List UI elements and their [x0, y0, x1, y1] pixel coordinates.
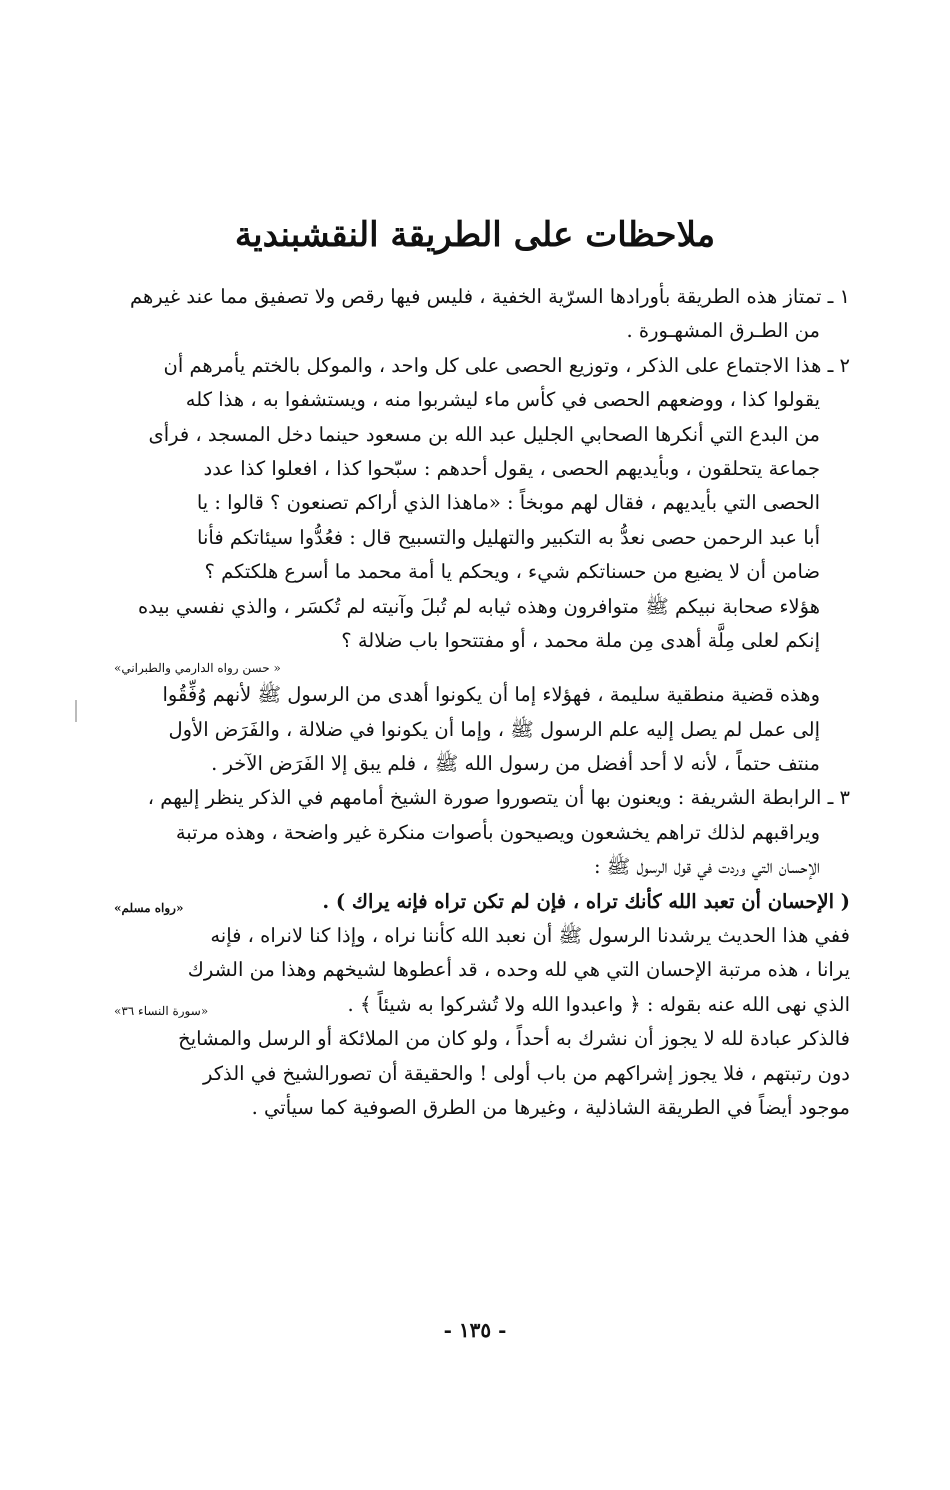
text-line: إنكم لعلى مِلَّة أهدى مِن ملة محمد ، أو مفتتحوا باب ضلالة ؟ [341, 628, 820, 652]
text-line: من الطـرق المشهـورة . [626, 319, 820, 343]
conclusion-text [120, 1022, 850, 1125]
text-line: ١ ـ تمتاز هذه الطريقة بأورادها السرّية الخفية ، فليس فيها رقص ولا تصفيق مما عند غيرهم [130, 285, 850, 308]
page-number: - ١٣٥ - [443, 1318, 507, 1342]
text-line: من البدع التي أنكرها الصحابي الجليل عبد الله بن مسعود حينما دخل المسجد ، فرأى [148, 422, 820, 446]
text-line: أبا عبد الرحمن حصى نعدُّ به التكبير والتهليل والتسبيح قال : فعُدُّوا سيئاتكم فأنا [197, 525, 820, 549]
text-line: هؤلاء صحابة نبيكم ﷺ متوافرون وهذه ثيابه لم تُبلَ وآنيته لم تُكسَر ، والذي نفسي بيده [137, 594, 820, 618]
page-title: ملاحظات على الطريقة النقشبندية [234, 215, 716, 255]
text-line: ففي هذا الحديث يرشدنا الرسول ﷺ أن نعبد الله كأننا نراه ، وإذا كنا لانراه ، فإنه [210, 924, 850, 948]
margin-mark [75, 700, 77, 722]
text-line: جماعة يتحلقون ، وبأيديهم الحصى ، يقول أحدهم : سبّحوا كذا ، افعلوا كذا عدد [203, 456, 820, 480]
text-line: ضامن أن لا يضيع من حسناتكم شيء ، ويحكم يا أمة محمد ما أسرع هلكتكم ؟ [204, 560, 820, 584]
text-line: يقولوا كذا ، ووضعهم الحصى في كأس ماء ليشربوا منه ، ويستشفوا به ، هذا كله [185, 388, 820, 412]
verse-reference: «سورة النساء ٣٦» [114, 1003, 209, 1018]
hadith-reference: «رواه مسلم» [114, 900, 184, 915]
main-text [114, 280, 850, 1125]
text-line: يرانا ، هذه مرتبة الإحسان التي هي لله وحده ، قد أعطوها لشيخهم وهذا من الشرك [187, 958, 850, 982]
text-line: فالذكر عبادة لله لا يجوز أن نشرك به أحداً ، ولو كان من الملائكة أو الرسل والمشايخ [178, 1027, 850, 1051]
text-line: ٣ ـ الرابطة الشريفة : ويعنون بها أن يتصوروا صورة الشيخ أمامهم في الذكر ينظر إليهم ، [147, 786, 850, 810]
explanation-text [120, 919, 850, 988]
text-line: ٢ ـ هذا الاجتماع على الذكر ، وتوزيع الحصى على كل واحد ، والموكل بالختم يأمرهم أن [163, 353, 850, 377]
hadith-quote: ( الإحسان أن تعبد الله كأنك تراه ، فإن لم تكن تراه فإنه يراك ) . [322, 889, 850, 913]
text-line: الإحسان التي وردت في قول الرسول ﷺ : [593, 855, 820, 879]
text-line: موجود أيضاً في الطريقة الشاذلية ، وغيرها من الطرق الصوفية كما سيأتي . [251, 1095, 850, 1119]
hadith-quote-line [114, 885, 850, 919]
text-line: الحصى التي بأيديهم ، فقال لهم موبخاً : «ماهذا الذي أراكم تصنعون ؟ قالوا : يا [196, 491, 820, 515]
section-1-2-text [120, 280, 850, 658]
verse-text: الذي نهى الله عنه بقوله : ﴿ واعبدوا الله ولا تُشركوا به شيئاً ﴾ . [347, 992, 850, 1016]
section-3-text [120, 678, 850, 884]
hadith-source-note: « حسن رواه الدارمي والطبراني» [114, 661, 281, 676]
text-line: ويراقبهم لذلك تراهم يخشعون ويصيحون بأصوات منكرة غير واضحة ، وهذه مرتبة [175, 820, 820, 844]
text-line: منتف حتماً ، لأنه لا أحد أفضل من رسول الله ﷺ ، فلم يبق إلا الفَرَض الآخر . [211, 752, 820, 776]
text-line: دون رتبتهم ، فلا يجوز إشراكهم من باب أولى ! والحقيقة أن تصورالشيخ في الذكر [202, 1061, 850, 1085]
verse-line [114, 988, 850, 1022]
text-line: وهذه قضية منطقية سليمة ، فهؤلاء إما أن يكونوا أهدى من الرسول ﷺ لأنهم وُفِّقُوا [162, 683, 820, 707]
text-line: إلى عمل لم يصل إليه علم الرسول ﷺ ، وإما أن يكونوا في ضلالة ، والفَرَض الأول [168, 717, 820, 741]
